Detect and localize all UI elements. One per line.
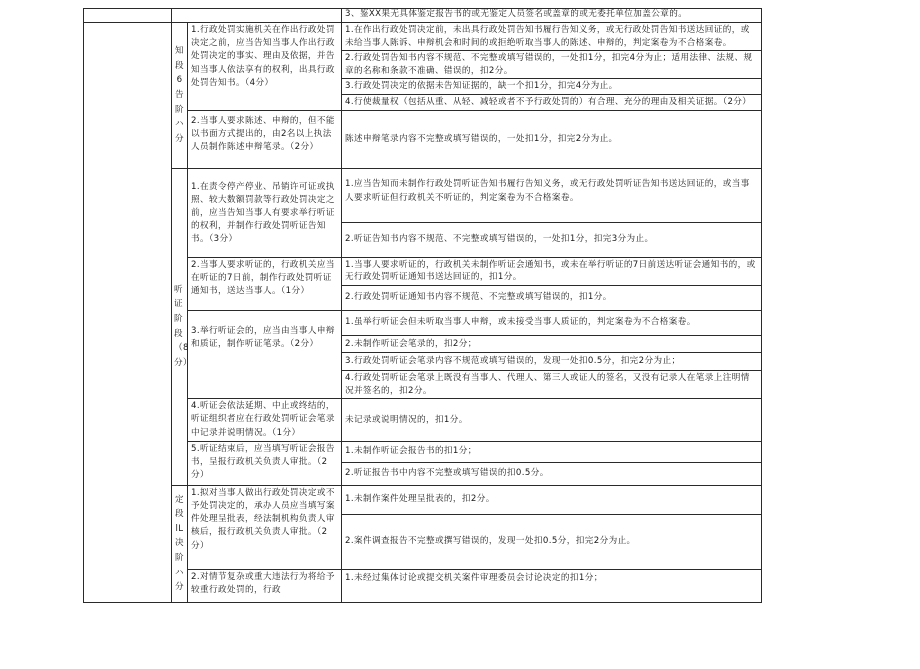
rule-hearing-3-2: 2.未制作听证会笔录的，扣2分； — [342, 335, 762, 353]
left-empty-column-3 — [84, 485, 172, 602]
requirement-hearing-3: 3.举行听证会的，应当由当事人申辩和质证，制作听证笔录。（2分） — [188, 310, 342, 398]
rule-hearing-3-3: 3.行政处罚听证会笔录内容不规范或填写错误的，发现一处扣0.5分，扣完2分为止； — [342, 353, 762, 371]
rule-hearing-1-2: 2.听证告知书内容不规范、不完整或填写错误的，一处扣1分，扣完3分为止。 — [342, 222, 762, 257]
rule-notice-1-4: 4.行使裁量权（包括从重、从轻、减轻或者不予行政处罚的）有合理、充分的理由及相关证据。（2分） — [342, 94, 762, 110]
requirement-notice-1: 1.行政处罚实施机关在作出行政处罚决定之前，应当告知当事人作出行政处罚决定的事实、理由及依据，并告知当事人依法享有的权利，出具行政处罚告知书。（4分） — [188, 23, 342, 111]
requirement-hearing-1: 1.在责令停产停业、吊销许可证或执照、较大数额罚款等行政处罚决定之前，应当告知当事人有要求举行听证的权利，并制作行政处罚听证告知书。（3分） — [188, 168, 342, 257]
phase-label-decision: 定段lL决阶ハ分 — [172, 485, 188, 602]
requirement-notice-2: 2.当事人要求陈述、申辩的，但不能以书面方式提出的，由2名以上执法人员制作陈述申辩笔录。（2分） — [188, 110, 342, 168]
rule-hearing-5-1: 1.未制作听证会报告书的扣1分； — [342, 441, 762, 462]
top-rule-cell: 3、鉴XX果无具体鉴定报告书的或无鉴定人员签名或盖章的或无委托单位加盖公章的。 — [342, 9, 762, 23]
rule-hearing-2-1: 1.当事人要求听证的，行政机关未制作听证会通知书，或未在举行听证的7日前送达听证会通知书的，或无行政处罚听证通知书送达回证的，扣1分。 — [342, 257, 762, 285]
rule-hearing-1-1: 1.应当告知而未制作行政处罚听证告知书履行告知义务，或无行政处罚听证告知书送达回证的，或当事人要求听证但行政机关不听证的，判定案卷为不合格案卷。 — [342, 168, 762, 222]
rule-decision-1-2: 2.案件调查报告不完整或撰写错误的，发现一处扣0.5分，扣完2分为止。 — [342, 514, 762, 569]
requirement-hearing-4: 4.听证会依法延期、中止或终结的，听证组织者应在行政处罚听证会笔录中记录并说明情况。（1分） — [188, 399, 342, 442]
rule-hearing-3-1: 1.虽举行听证会但未听取当事人申辩，或未接受当事人质证的，判定案卷为不合格案卷。 — [342, 310, 762, 335]
left-empty-column-2 — [84, 168, 172, 485]
requirement-hearing-2: 2.当事人要求听证的，行政机关应当在听证的7日前，制作行政处罚听证通知书，送达当事人。（1分） — [188, 257, 342, 310]
rule-notice-2-1: 陈述申辩笔录内容不完整或填写错误的，一处扣1分，扣完2分为止。 — [342, 110, 762, 168]
phase-label-notice: 知段6告阶ハ分 — [172, 23, 188, 169]
requirement-hearing-5: 5.听证结束后，应当填写听证会报告书，呈报行政机关负责人审批。（2分） — [188, 441, 342, 485]
rule-notice-1-1: 1.在作出行政处罚决定前，未出具行政处罚告知书履行告知义务，或无行政处罚告知书送达回证的，或未给当事人陈诉、申辩机会和时间的或拒绝听取当事人的陈述、申辩的，判定案卷为不合格案卷。 — [342, 23, 762, 51]
rule-notice-1-2: 2.行政处罚告知书内容不规范、不完整或填写错误的，一处扣1分，扣完4分为止；适用法律、法规、规章的名称和条款不准确、错误的，扣2分。 — [342, 51, 762, 79]
rule-hearing-3-4: 4.行政处罚听证会笔录上既没有当事人、代理人、第三人或证人的签名，又没有记录人在笔录上注明情况并签名的，扣2分。 — [342, 370, 762, 398]
rule-hearing-4-1: 未记录或说明情况的，扣1分。 — [342, 399, 762, 442]
rule-decision-2-1: 1.未经过集体讨论或提交机关案件审理委员会讨论决定的扣1分； — [342, 569, 762, 602]
left-empty-column — [84, 23, 172, 169]
top-empty-cell — [84, 9, 172, 23]
phase-label-hearing: 听证阶段（8分） — [172, 168, 188, 485]
rule-hearing-5-2: 2.听证报告书中内容不完整或填写错误的扣0.5分。 — [342, 462, 762, 485]
rule-notice-1-3: 3.行政处罚决定的依据未告知证据的，缺一个扣1分，扣完4分为止。 — [342, 79, 762, 95]
top-empty-cell-2 — [172, 9, 342, 23]
rule-hearing-2-2: 2.行政处罚听证通知书内容不规范、不完整或填写错误的，扣1分。 — [342, 285, 762, 310]
requirement-decision-2: 2.对情节复杂或重大违法行为将给予较重行政处罚的，行政 — [188, 569, 342, 602]
rule-decision-1-1: 1.未制作案件处理呈批表的，扣2分。 — [342, 485, 762, 514]
scoring-table — [83, 8, 762, 603]
requirement-decision-1: 1.拟对当事人做出行政处罚决定或不予处罚决定的，承办人员应当填写案件处理呈批表，经法制机构负责人审核后，报行政机关负责人审批。（2分） — [188, 485, 342, 569]
